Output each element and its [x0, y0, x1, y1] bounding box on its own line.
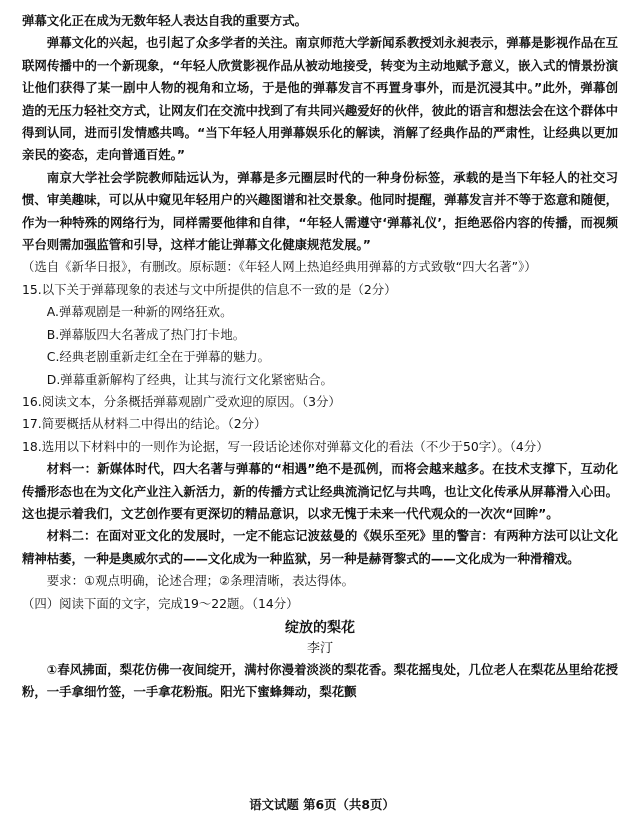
requirements: 要求：①观点明确，论述合理；②条理清晰，表达得体。 — [46, 573, 354, 589]
paragraph-intro-end: 弹幕文化正在成为无数年轻人表达自我的重要方式。 — [22, 13, 307, 28]
story-author: 李汀 — [306, 640, 333, 656]
question-16: 16.阅读文本，分条概括弹幕观剧广受欢迎的原因。（3分） — [22, 393, 341, 409]
story-title: 绽放的梨花 — [285, 619, 355, 636]
option-d: D.弹幕重新解构了经典，让其与流行文化紧密贴合。 — [46, 371, 333, 387]
section-four-heading: （四）阅读下面的文字，完成19～22题。（14分） — [22, 595, 299, 611]
page-footer: 语文试题 第6页（共8页） — [249, 797, 395, 812]
paragraph-liu-yongchang: 弹幕文化的兴起，也引起了众多学者的关注。南京师范大学新闻系教授刘永昶表示，弹幕是影视作品在互联网传播中的一个新现象，“年轻人欣赏影视作品从被动地接受，转变为主动地赋予意义，嵌入式的情景扮演让他们获得了某一剧中人物的视角和立场，于是他的弹幕发言不再置身事外，而是沉浸其中。”此外，弹幕创造的无压力轻社交方式，让网友们在交流中找到了有共同兴趣爱好的伙伴，彼此的语言和想法会在这个群体中得到认同，进而引发情感共鸣。“当下年轻人用弹幕娱乐化的解读，消解了经典作品的严肃性，让经典以更加亲民的姿态，走向普通百姓。” — [22, 35, 618, 163]
option-b: B.弹幕版四大名著成了热门打卡地。 — [46, 326, 246, 342]
option-c: C.经典老剧重新走红全在于弹幕的魅力。 — [46, 349, 271, 365]
material-two: 材料二：在面对亚文化的发展时，一定不能忘记波兹曼的《娱乐至死》里的警言：有两种方法可以让文化精神枯萎，一种是奥威尔式的——文化成为一种监狱，另一种是赫胥黎式的——文化成为一种滑稽戏。 — [22, 528, 618, 566]
option-a: A.弹幕观剧是一种新的网络狂欢。 — [46, 304, 233, 320]
question-18: 18.选用以下材料中的一则作为论据，写一段话论述你对弹幕文化的看法（不少于50字）。（4分） — [22, 438, 549, 454]
paragraph-lu-yuan: 南京大学社会学院教师陆远认为，弹幕是多元圈层时代的一种身份标签，承载的是当下年轻人的社交习惯、审美趣味，可以从中窥见年轻用户的兴趣图谱和社交景象。他同时提醒，弹幕发言并不等于恣意和随便，作为一种特殊的网络行为，同样需要他律和自律，“年轻人需遵守‘弹幕礼仪’，拒绝恶俗内容的传播，而视频平台则需加强监管和引导，这样才能让弹幕文化健康规范发展。” — [22, 169, 618, 253]
question-17: 17.简要概括从材料二中得出的结论。（2分） — [22, 416, 267, 432]
question-15: 15.以下关于弹幕现象的表述与文中所提供的信息不一致的是（2分） — [22, 281, 397, 297]
material-one: 材料一：新媒体时代，四大名著与弹幕的“相遇”绝不是孤例，而将会越来越多。在技术支撑下，互动化传播形态也在为文化产业注入新活力，新的传播方式让经典流淌记忆与共鸣，也让文化传承从屏幕滑入心田。这也提示着我们，文艺创作要有更深切的精品意识，以求无愧于未来一代代观众的一次次“回眸”。 — [22, 461, 618, 521]
source-note: （选自《新华日报》，有删改。原标题：《年轻人网上热追经典用弹幕的方式致敬“四大名著”》） — [22, 259, 537, 275]
story-paragraph-1: ①春风拂面，梨花仿佛一夜间绽开，满村你漫着淡淡的梨花香。梨花摇曳处，几位老人在梨花丛里给花授粉，一手拿细竹签，一手拿花粉瓶。阳光下蜜蜂舞动，梨花颤 — [22, 661, 618, 700]
